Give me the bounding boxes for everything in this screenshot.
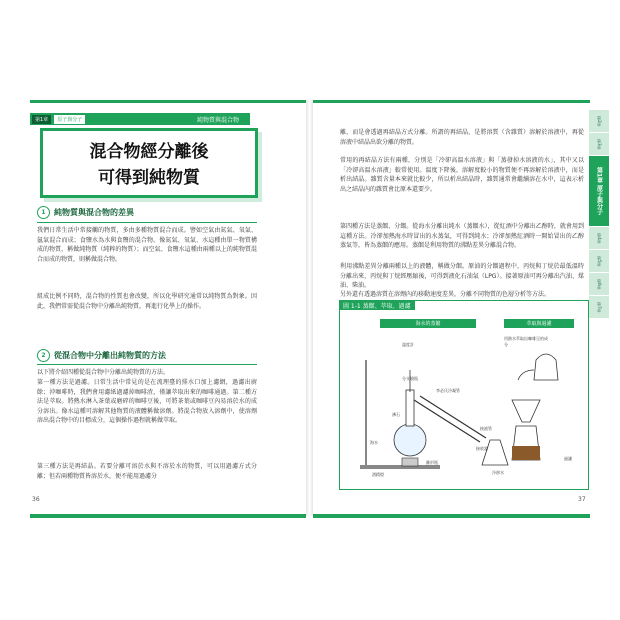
right-paragraph1: 離，而是會透過再結晶方式分離。所謂的再結晶，是將溶質（含雜質）溶解於溶液中，再從溶液中結晶出欲分離的物質。 bbox=[340, 129, 584, 146]
section1-rule bbox=[37, 222, 257, 223]
figure-left-subtitle: 海水的蒸餾 bbox=[380, 319, 476, 328]
chapter-tag: 第1章 bbox=[32, 115, 51, 124]
section1-number: 1 bbox=[37, 206, 50, 219]
label-boiling-chips: 沸石 bbox=[392, 412, 400, 417]
label-flask: 分支燒瓶 bbox=[402, 376, 418, 381]
bottom-green-bar-right bbox=[313, 514, 590, 518]
label-thermometer: 溫度計 bbox=[402, 342, 414, 347]
bottom-green-bar-left bbox=[30, 514, 306, 518]
section1-heading bbox=[37, 206, 134, 219]
section1-title: 純物質與混合物的差異 bbox=[54, 208, 134, 217]
section1-paragraph1: 我們日常生活中常接觸的物質，多由多種物質混合而成。譬如空氣由氮氣、氧氣、氬氣混合而成；食鹽水為水與食鹽的混合物。像氮氣、氧氣、水這種由單一物質構成的物質，稱做純物質（純粹的物質）；而空氣、食鹽水這種由兩種以上的純物質混合而成的物質，則稱做混合物。 bbox=[37, 227, 257, 263]
page-title-line1: 混合物經分離後 bbox=[89, 142, 209, 162]
book-gutter bbox=[306, 100, 313, 516]
top-green-bar-left bbox=[30, 100, 306, 103]
right-paragraph5: 另外還有透過溶質在溶劑內的移動速度差異，分離不同物質的色層分析等方法。 bbox=[340, 291, 551, 298]
label-receiver: 接收器 bbox=[476, 446, 488, 451]
section2-number: 2 bbox=[37, 349, 50, 362]
side-tab-active[interactable]: 第1章 原子與分子 bbox=[589, 156, 609, 227]
section-tag: 純物質與混合物 bbox=[192, 114, 244, 125]
section2-heading bbox=[37, 349, 166, 362]
label-adapter: 錐形瓶 bbox=[426, 460, 438, 465]
section2-title: 從混合物中分離出純物質的方法 bbox=[54, 351, 166, 360]
label-water-out: 冷卻水 bbox=[492, 470, 504, 475]
label-filtration: 過濾 bbox=[564, 456, 572, 461]
side-tab-6[interactable]: 第7章 bbox=[589, 296, 609, 319]
side-tab-3[interactable]: 第4章 bbox=[589, 227, 609, 250]
section2-paragraph3: 第三種方法是再結晶。若要分離可溶於水與不溶於水的物質，可以用過濾方式分離；但若兩種物質皆溶於水，便不能用過濾分 bbox=[37, 463, 257, 480]
label-tube: 接液管 bbox=[480, 426, 492, 431]
distillation-illustration bbox=[340, 330, 586, 486]
section2-rule bbox=[37, 364, 257, 365]
right-paragraph3: 第四種方法是蒸餾、分餾。從海水分離出純水（蒸餾水），從紅酒中分離出乙醇時，就會用到這種方法。冷卻加熱海水時冒出的水蒸氣，可得到純水；冷卻加熱紅酒時一開始冒出的乙醇蒸氣等，皆為蒸餾的應用。蒸餾是利用物質的沸點差異分離混合物。 bbox=[340, 223, 584, 249]
title-box bbox=[40, 128, 258, 198]
figure-header bbox=[339, 300, 415, 310]
side-tab-4[interactable]: 第5章 bbox=[589, 250, 609, 273]
label-coffee-note: 用熱水萃取出咖啡豆的成分 bbox=[504, 336, 548, 347]
top-green-bar-right bbox=[313, 100, 590, 103]
right-page-number: 37 bbox=[578, 496, 586, 503]
label-seawater: 海水 bbox=[370, 440, 378, 445]
chapter-name: 原子與分子 bbox=[54, 115, 85, 124]
side-tab-1[interactable]: 第2章 bbox=[589, 110, 609, 133]
right-paragraph4: 利用沸點差異分離兩種以上的液體，稱做分餾。原油的分餾過程中，丙烷與丁烷於最低溫時分離出來，丙烷與丁烷經壓縮後，可得到液化石油氣（LPG）。接著原油可再分離出汽油、煤油、柴油。 bbox=[340, 263, 584, 289]
left-page-number: 36 bbox=[32, 496, 40, 503]
figure-right-subtitle: 萃取與過濾 bbox=[504, 319, 574, 328]
chapter-side-tabs bbox=[589, 110, 609, 319]
side-tab-5[interactable]: 第6章 bbox=[589, 273, 609, 296]
figure-label: 圖 1-1 bbox=[343, 302, 361, 310]
page-title-line2: 可得到純物質 bbox=[98, 168, 200, 188]
side-tab-2[interactable]: 第3章 bbox=[589, 133, 609, 156]
section2-paragraph2: 第一種方法是過濾。日常生活中常見的是在流理臺的排水口加上濾網，過濾出廚餘；沖咖啡時，我們會用濾紙過濾掉咖啡渣，僅讓萃取出來的咖啡通過。第二種方法是萃取。將熱水淋入茶葉或磨碎的咖啡豆後，可將茶葉或咖啡豆內易溶於水的成分溶出。像水這種可溶解其他物質的液體稱做溶劑。將混合物放入溶劑中，使溶劑溶出混合物中的目標成分，這個操作過程就稱做萃取。 bbox=[37, 379, 257, 424]
section2-paragraph1: 以下將介紹四種從混合物中分離出純物質的方法。 bbox=[37, 369, 170, 376]
label-burner: 酒精燈 bbox=[372, 472, 384, 477]
label-condenser: 李必氏冷凝管 bbox=[436, 388, 460, 393]
section1-paragraph2: 組成比例不同時，混合物的性質也會改變，所以化學研究通常以純物質為對象。因此，我們常需從混合物中分離出純物質，再進行化學上的操作。 bbox=[37, 293, 257, 310]
right-paragraph2: 常用的再結晶方法有兩種，分別是「冷卻高溫水溶液」與「蒸發掉水溶液的水」，其中又以「冷卻高溫水溶液」較常使用。溫度下降後，溶解度較小的物質便不再溶解於溶液中，而是析出結晶。雜質含量本來就比較少，所以析出結晶時，雜質通常會繼續溶在水中，這表示析出之結晶內的雜質會比原本還要少。 bbox=[340, 157, 584, 193]
figure-title: 蒸餾、萃取、過濾 bbox=[362, 302, 411, 310]
